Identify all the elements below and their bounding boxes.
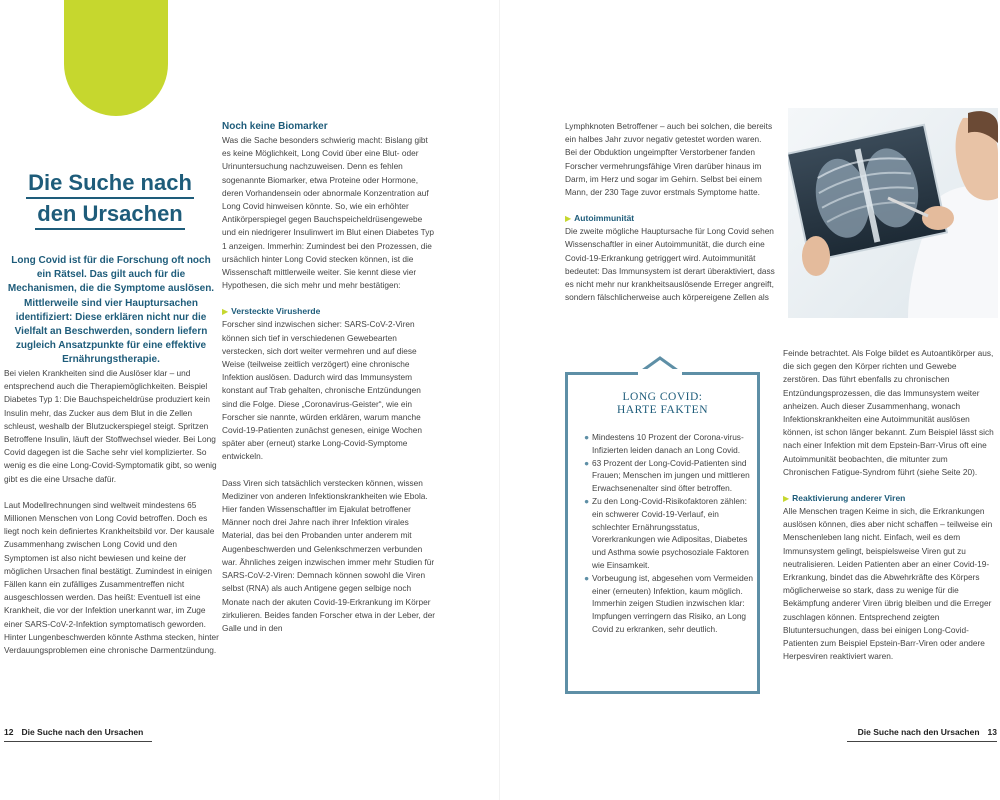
body-paragraph: Was die Sache besonders schwierig macht: Bislang gibt es keine Möglichkeit, Long Covid über eine Blut- oder Urinuntersuchung nachzuweisen. Denn es fehlen sogenannte Biomarker, etwa Proteine oder Hormone, deren Vorhandensein oder abnormale Konzentration auf Long Covid hinweisen könnte. So, wie ein erhöhter Antikörperspiegel gegen Bauchspeicheldrüsengewebe und ein niedrigerer Insulinwert im Blut einen Diabetes Typ 1 anzeigen. Immerhin: Zumindest bei den Prozessen, die ursächlich hinter Long Covid stecken können, ist die Wissenschaft mittlerweile weiter. Sie kennt diese vier Hypothesen, die sich mehr und mehr bestätigen: — [222, 135, 434, 291]
body-paragraph: Laut Modellrechnungen sind weltweit mindestens 65 Millionen Menschen von Long Covid betroffen. Doch es liegt noch kein definiertes Krankheitsbild vor. Der kausale Zusammenhang zwischen Long Covid und den Symptomen ist also nicht bewiesen und keine der möglichen Ursachen final bestätigt. Zumindest in einigen Fällen kann ein zufälliges Zusammentreffen nicht ausgeschlossen werden. Das heißt: Eventuell ist eine Krankheit, die vor der Infektion unerkannt war, im Zuge einer SARS-CoV-2-Infektion symptomatisch geworden. Hinter Lungenbeschwerden könnte Asthma stecken, hinter Verdauungsproblemen eine chronische Darmentzündung. — [4, 499, 219, 656]
triangle-right-icon: ▶ — [565, 214, 572, 224]
list-item — [584, 495, 754, 572]
body-paragraph: Lymphknoten Betroffener – auch bei solchen, die bereits ein halbes Jahr zuvor negativ getestet worden waren. Bei der Obduktion ungeimpfter Verstorbener fanden Forscher vermehrungsfähige Viren darüber hinaus im Darm, im Herz und sogar im Gehirn. Selbst bei einem Mann, der 230 Tage zuvor erstmals Symptome hatte. — [565, 121, 773, 198]
fact-text: Mindestens 10 Prozent der Corona-virus-Infizierten leiden danach an Long Covid. — [592, 432, 744, 455]
photo-illustration — [788, 108, 998, 318]
facts-list — [584, 431, 754, 636]
doctor-xray-photo — [788, 108, 998, 318]
running-title: Die Suche nach den Ursachen — [857, 727, 980, 737]
page-number: 12 — [4, 727, 14, 737]
facts-title-line-1: LONG COVID: — [622, 391, 703, 403]
subhead-label: Autoimmunität — [574, 213, 635, 224]
footer-rule — [4, 741, 152, 742]
footer-rule — [847, 741, 997, 742]
fact-text: Zu den Long-Covid-Risikofaktoren zählen: ein schwerer Covid-19-Verlauf, ein schlechter Ernährungsstatus, Vorerkrankungen wie Adipositas, Diabetes und Asthma sowie psychosoziale Faktoren wie Einsamkeit. — [592, 495, 749, 570]
subhead-autoimmunitaet — [565, 212, 775, 225]
body-paragraph: Bei vielen Krankheiten sind die Auslöser klar – und entsprechend auch die Therapiemöglichkeiten. Beispiel Diabetes Typ 1: Die Bauchspeicheldrüse produziert kein Insulin mehr, das Zucker aus dem Blut in die Zellen schleust, weshalb der Blutzuckerspiegel steigt. Spritzen Betroffene Insulin, läuft der Stoffwechsel wieder. Bei Long Covid dagegen ist die Sache sehr viel komplizierter. So wenig es die eine Long-Covid-Symptomatik gibt, so wenig gibt es die eine Ursache dafür. — [4, 368, 217, 484]
running-title: Die Suche nach den Ursachen — [21, 727, 144, 737]
list-item — [584, 457, 754, 495]
list-item — [584, 572, 754, 636]
body-paragraph: Forscher sind inzwischen sicher: SARS-CoV-2-Viren können sich tief in verschiedenen Gewebearten verstecken, sich dort weiter vermehren und auf diese Weise (teilweise zeitlich verzögert) eine chronische Infektion auslösen. Dadurch wird das Immunsystem konstant auf Trab gehalten, chronische Entzündungen sind die Folge. Diese „Coronavirus-Geister“, wie ein Forscher sie nannte, würden erklären, warum manche Covid-19-Patienten zunächst genesen, einige Wochen später aber (erneut) starke Long-Covid-Symptome entwickeln. — [222, 319, 423, 462]
facts-title-line-2: HARTE FAKTEN — [616, 404, 709, 416]
list-item — [584, 431, 754, 457]
column-3 — [565, 120, 775, 317]
title-line-1: Die Suche nach — [26, 169, 194, 199]
column-2 — [222, 120, 437, 648]
body-paragraph: Alle Menschen tragen Keime in sich, die Erkrankungen auslösen können, dies aber nicht schaffen – teilweise ein Menschenleben lang nicht. Einfach, weil es dem Immunsystem gelingt, beispielsweise Viren gut zu neutralisieren. Leiden Patienten aber an einer Covid-19-Erkrankung, bindet das die Abwehrkräfte des Körpers möglicherweise so stark, dass zu wenige für die Bekämpfung anderer Viren übrig bleiben und die Erreger zuschlagen können. Entsprechend zeigten Blutuntersuchungen, dass bei einigen Long-Covid-Patienten zum Beispiel Epstein-Barr-Viren oder andere Herpesviren reaktiviert waren. — [783, 506, 993, 662]
bullet-icon: ● — [584, 457, 590, 468]
triangle-right-icon: ▶ — [222, 307, 229, 317]
fact-text: 63 Prozent der Long-Covid-Patienten sind Frauen; Menschen im jungen und mittleren Erwachsenenalter sind öfter betroffen. — [592, 457, 750, 494]
title-line-2: den Ursachen — [35, 200, 185, 230]
facts-title — [568, 391, 757, 417]
decorative-half-circle — [64, 0, 168, 116]
page-number: 13 — [987, 727, 997, 737]
column-1 — [4, 367, 219, 670]
bullet-icon: ● — [584, 572, 590, 583]
body-paragraph: Feinde betrachtet. Als Folge bildet es Autoantikörper aus, die sich gegen den Körper richten und Gewebe zerstören. Das führt ebenfalls zu chronischen Entzündungsprozessen, die das Immunsystem weiter anheizen. Auch dieser Zusammenhang, wonach Infektionskrankheiten eine Autoimmunität auslösen können, ist schon länger bekannt. Zum Beispiel lässt sich nach einer Infektion mit dem Epstein-Barr-Virus oft eine Autoimmunität beobachten, die mitunter zum Chronischen Fatigue-Syndrom führt (siehe Seite 20). — [783, 348, 994, 477]
subhead-biomarker: Noch keine Biomarker — [222, 121, 328, 132]
fact-text: Vorbeugung ist, abgesehen vom Vermeiden einer (erneuten) Infektion, kaum möglich. Immerhin zeigen Studien inzwischen klar: Impfungen verringern das Risiko, an Long Covid zu erkranken, sehr deutlich. — [592, 572, 753, 634]
footer-right — [847, 727, 997, 737]
body-paragraph: Die zweite mögliche Hauptursache für Long Covid sehen Wissenschaftler in einer Autoimmunität, die durch eine Covid-19-Erkrankung getriggert wird. Autoimmunität bedeutet: Das Immunsystem ist derart überaktiviert, dass es nicht mehr nur krankheitsauslösende Erreger angreift, sondern fälschlicherweise auch körpereigene Zellen als — [565, 226, 775, 303]
body-paragraph: Dass Viren sich tatsächlich verstecken können, wissen Mediziner von anderen Infektionskrankheiten wie Ebola. Hier fanden Wissenschaftler im Ejakulat betroffener Männer noch drei Jahre nach ihrer Infektion virales Material, das bei den Probanden unter anderem mit Augenbeschwerden und Gelenkschmerzen verbunden war. Ähnliches zeigen inzwischen immer mehr Studien für SARS-CoV-2-Viren: Demnach können sowohl die Viren selbst (RNA) als auch Antigene gegen selbige noch Monate nach der akuten Covid-19-Erkrankung im Körper zirkulieren. Beides fanden Forscher etwa in der Leber, der Galle und in den — [222, 477, 436, 633]
bullet-icon: ● — [584, 432, 590, 442]
column-4 — [783, 347, 995, 676]
facts-box-notch-cover — [638, 369, 682, 377]
subhead-label: Reaktivierung anderer Viren — [792, 493, 906, 504]
subhead-label: Versteckte Virusherde — [231, 306, 321, 317]
bullet-icon: ● — [584, 495, 590, 506]
lead-paragraph: Long Covid ist für die Forschung oft noch ein Rätsel. Das gilt auch für die Mechanismen, die die Symptome auslösen. Mittlerweile sind vier Hauptursachen identifiziert: Diese erklären nicht nur die Vielfalt an Beschwerden, sondern liefern zugleich Ansatzpunkte für eine effektive Ernährungstherapie. — [7, 255, 215, 366]
triangle-right-icon: ▶ — [783, 494, 790, 504]
subhead-virusherde — [222, 305, 437, 318]
article-title — [0, 168, 220, 230]
subhead-reaktivierung — [783, 492, 995, 505]
footer-left — [4, 727, 154, 737]
